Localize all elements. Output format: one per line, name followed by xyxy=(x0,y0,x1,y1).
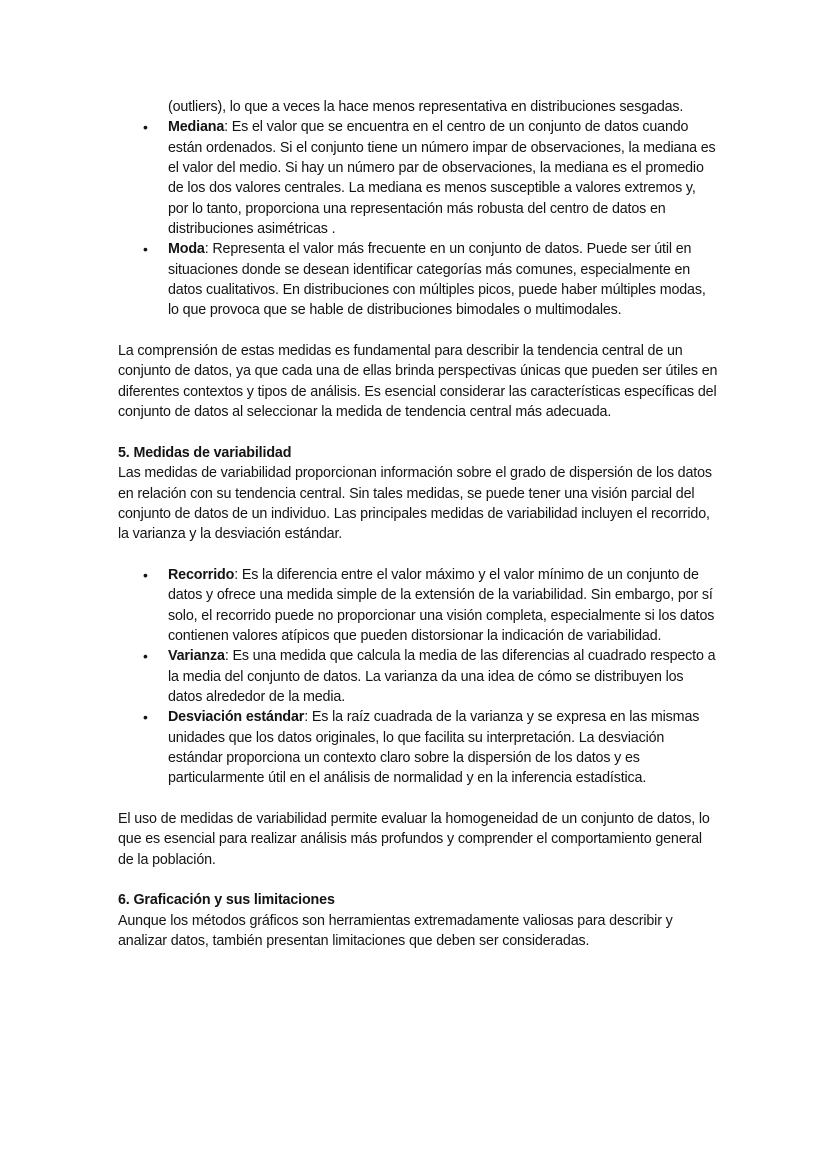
bullet-icon: • xyxy=(143,241,148,258)
bullet-icon: • xyxy=(143,648,148,665)
bullet-icon: • xyxy=(143,119,148,136)
definition-mediana: : Es el valor que se encuentra en el centro de un conjunto de datos cuando están ordenados. Si el conjunto tiene un número impar de observaciones, la mediana es el valor del medio. Si hay un número par de observaciones, la mediana es el promedio de los dos valores centrales. La mediana es menos susceptible a valores extremos y, por lo tanto, proporciona una representación más robusta del centro de datos en distribuciones asimétricas . xyxy=(168,119,716,238)
definition-varianza: : Es una medida que calcula la media de las diferencias al cuadrado respecto a la media del conjunto de datos. La varianza da una idea de cómo se distribuyen los datos alrededor de la media. xyxy=(168,648,716,705)
section-5-intro: Las medidas de variabilidad proporcionan información sobre el grado de dispersión de los datos en relación con su tendencia central. Sin tales medidas, se puede tener una visión parcial del conjunto de datos de un individuo. Las principales medidas de variabilidad incluyen el recorrido, la varianza y la desviación estándar. xyxy=(118,465,712,543)
spacer xyxy=(118,870,718,890)
list-item-moda xyxy=(118,239,718,320)
section-6-intro: Aunque los métodos gráficos son herramientas extremadamente valiosas para describir y analizar datos, también presentan limitaciones que deben ser consideradas. xyxy=(118,912,673,950)
term-varianza: Varianza xyxy=(168,648,225,665)
list-item-recorrido xyxy=(118,565,718,646)
variability-list xyxy=(118,565,718,789)
definition-moda: : Representa el valor más frecuente en un conjunto de datos. Puede ser útil en situaciones donde se desean identificar categorías más comunes, especialmente en datos cualitativos. En distribuciones con múltiples picos, puede haber múltiples modas, lo que provoca que se hable de distribuciones bimodales o multimodales. xyxy=(168,241,706,319)
term-desviacion-estandar: Desviación estándar xyxy=(168,709,305,726)
spacer xyxy=(118,423,718,443)
bullet-icon: • xyxy=(143,709,148,726)
list-item-varianza xyxy=(118,646,718,707)
list-item-mediana xyxy=(118,117,718,239)
section-6-heading: 6. Graficación y sus limitaciones xyxy=(118,892,335,909)
definition-desviacion-estandar: : Es la raíz cuadrada de la varianza y se expresa en las mismas unidades que los datos originales, lo que facilita su interpretación. La desviación estándar proporciona un contexto claro sobre la dispersión de los datos y es particularmente útil en el análisis de normalidad y en la inferencia estadística. xyxy=(168,709,700,787)
section-5-summary: El uso de medidas de variabilidad permite evaluar la homogeneidad de un conjunto de datos, lo que es esencial para realizar análisis más profundos y comprender el comportamiento general de la población. xyxy=(118,811,710,868)
term-recorrido: Recorrido xyxy=(168,566,235,583)
spacer xyxy=(118,789,718,809)
continuation-text: (outliers), lo que a veces la hace menos representativa en distribuciones sesgadas. xyxy=(168,99,684,115)
term-moda: Moda xyxy=(168,241,205,258)
definition-recorrido: : Es la diferencia entre el valor máximo y el valor mínimo de un conjunto de datos y ofrece una medida simple de la extensión de la variabilidad. Sin embargo, por sí solo, el recorrido puede no proporcionar una visión completa, especialmente si los datos contienen valores atípicos que pueden distorsionar la indicación de variabilidad. xyxy=(168,566,715,644)
central-summary-paragraph: La comprensión de estas medidas es fundamental para describir la tendencia central de un conjunto de datos, ya que cada una de ellas brinda perspectivas únicas que pueden ser útiles en diferentes contextos y tipos de análisis. Es esencial considerar las características específicas del conjunto de datos al seleccionar la medida de tendencia central más adecuada. xyxy=(118,343,718,421)
spacer xyxy=(118,545,718,565)
document-page xyxy=(118,97,718,951)
section-5-heading: 5. Medidas de variabilidad xyxy=(118,444,292,461)
term-mediana: Mediana xyxy=(168,119,225,136)
central-tendency-list xyxy=(118,117,718,320)
spacer xyxy=(118,321,718,341)
bullet-icon: • xyxy=(143,566,148,583)
list-item-desviacion-estandar xyxy=(118,707,718,788)
